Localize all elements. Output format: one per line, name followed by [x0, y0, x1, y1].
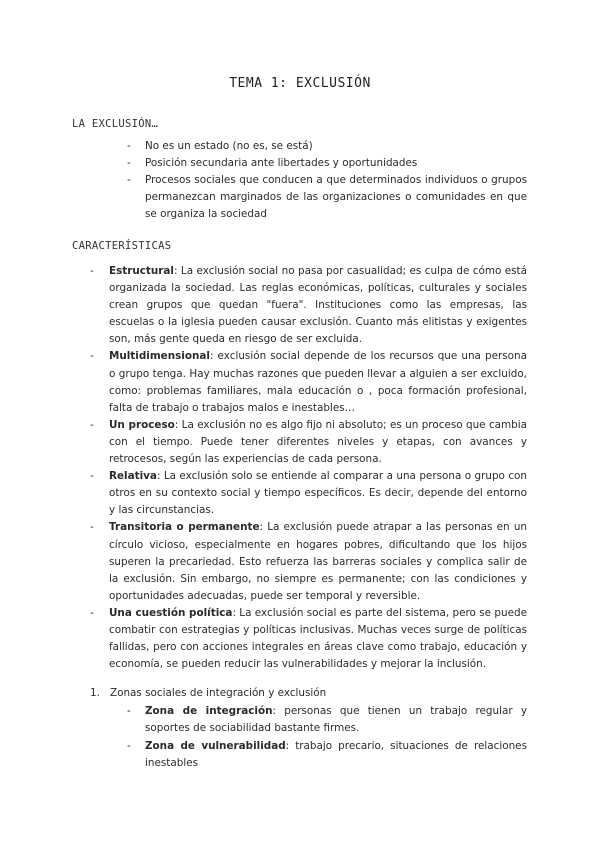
description: : trabajo precario, situaciones de relaciones inestables [145, 739, 527, 769]
list-item: - Procesos sociales que conducen a que determinados individuos o grupos permanezcan marginados de las organizaciones o comunidades en que se organiza la sociedad [127, 172, 527, 223]
list-number: 1. [90, 687, 100, 699]
term: Transitoria o permanente [109, 521, 260, 534]
term: Zona de integración [145, 704, 273, 717]
characteristics-list [90, 263, 527, 673]
zones-heading-text: Zonas sociales de integración y exclusión [110, 687, 327, 699]
list-item [90, 468, 527, 519]
term: Relativa [109, 470, 157, 483]
list-item [90, 263, 527, 348]
list-item [127, 703, 527, 738]
description: : La exclusión no es algo fijo ni absoluto; es un proceso que cambia con el tiempo. Puede tener diferentes niveles y etapas, con avances y retrocesos, según las experiencias de cada persona. [109, 418, 527, 466]
term: Estructural [109, 265, 174, 277]
list-item [90, 348, 527, 416]
section-heading-exclusion: LA EXCLUSIÓN… [72, 118, 159, 130]
list-item: - No es un estado (no es, se está) [127, 138, 527, 155]
description: : personas que tienen un trabajo regular y soportes de sociabilidad bastante firmes. [145, 704, 527, 734]
list-item [127, 738, 527, 773]
term: Multidimensional [109, 350, 210, 363]
term: Una cuestión política [109, 606, 233, 619]
list-item: - Posición secundaria ante libertades y oportunidades [127, 155, 527, 172]
description: : exclusión social depende de los recursos que una persona o grupo tenga. Hay muchas razones que pueden llevar a alguien a ser excluido, como: problemas familiares, mala educación o , poca formación profesional, falta de trabajo o trabajos malos e inestables… [109, 350, 527, 414]
section-heading-caracteristicas: CARACTERÍSTICAS [72, 240, 172, 252]
list-item [90, 417, 527, 468]
zones-heading [90, 685, 527, 703]
term: Zona de vulnerabilidad [145, 739, 286, 752]
description: : La exclusión social no pasa por casualidad; es culpa de cómo está organizada la sociedad. Las reglas económicas, políticas, culturales y sociales crean grupos que quedan "fuera". Instituciones como las empresas, las escuelas o la iglesia pueden causar exclusión. Cuanto más elitistas y exigentes son, más gente queda en riesgo de ser excluida. [109, 265, 527, 346]
description: : La exclusión solo se entiende al comparar a una persona o grupo con otros en su contexto social y tiempo específicos. Es decir, depende del entorno y las circunstancias. [109, 470, 527, 517]
exclusion-list [127, 138, 527, 223]
zones-section [90, 685, 527, 773]
description: : La exclusión social es parte del sistema, pero se puede combatir con estrategias y políticas inclusivas. Muchas veces surge de políticas fallidas, pero con acciones integrales en áreas clave como trabajo, educación y economía, se pueden reducir las vulnerabilidades y mejorar la inclusión. [109, 606, 527, 671]
term: Un proceso [109, 418, 175, 431]
list-item [90, 519, 527, 604]
page-title: TEMA 1: EXCLUSIÓN [229, 76, 371, 91]
description: : La exclusión puede atrapar a las personas en un círculo vicioso, especialmente en hogares pobres, dificultando que los hijos superen la precariedad. Esto refuerza las barreras sociales y complica salir de la exclusión. Sin embargo, no siempre es permanente; con las condiciones y oportunidades adecuadas, puede ser temporal y reversible. [109, 521, 527, 602]
list-item [90, 605, 527, 673]
